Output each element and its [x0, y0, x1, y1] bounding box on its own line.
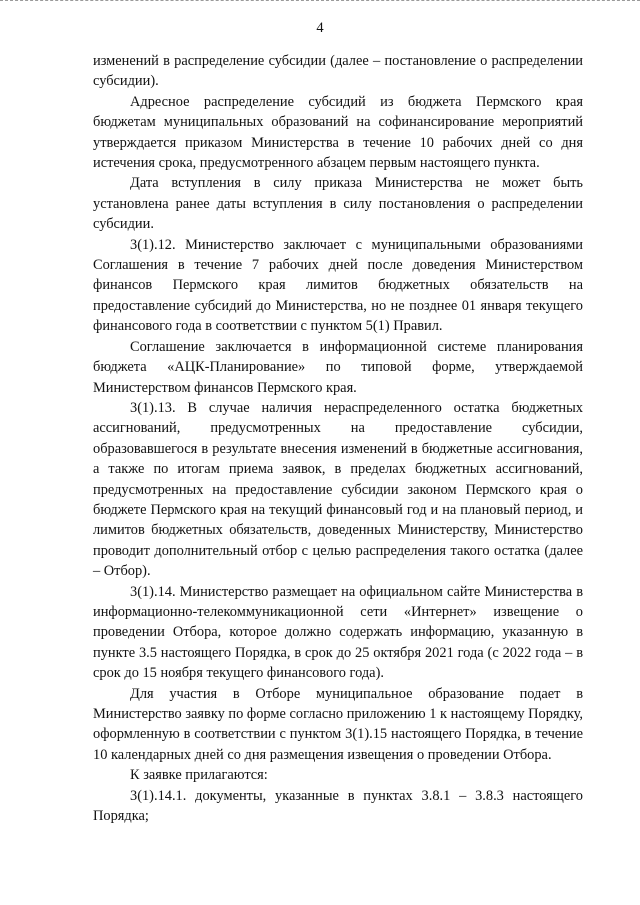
paragraph: Адресное распределение субсидий из бюджета Пермского края бюджетам муниципальных образований на софинансирование мероприятий утверждается приказом Министерства в течение 10 рабочих дней со дня истечения срока, предусмотренного абзацем первым настоящего пункта.: [93, 93, 583, 172]
page-number: 4: [316, 20, 324, 36]
paragraph: К заявке прилагаются:: [130, 767, 268, 784]
scan-edge-divider: [0, 0, 640, 3]
paragraph: Соглашение заключается в информационной системе планирования бюджета «АЦК-Планирование» по типовой форме, утверждаемой Министерством финансов Пермского края.: [93, 338, 583, 396]
paragraph: изменений в распределение субсидии (далее – постановление о распределении субсидии).: [93, 53, 583, 90]
paragraph: Для участия в Отборе муниципальное образование подает в Министерство заявку по форме согласно приложению 1 к настоящему Порядку, оформленную в соответствии с пунктом 3(1).15 настоящего Порядка, в течение 10 календарных дней со дня размещения извещения о проведении Отбора.: [93, 685, 583, 763]
paragraph: 3(1).14. Министерство размещает на официальном сайте Министерства в информационно-телекоммуникационной сети «Интернет» извещение о проведении Отбора, которое должно содержать информацию, указанную в пункте 3.5 настоящего Порядка, в срок до 25 октября 2021 года (с 2022 года – в срок до 15 ноября текущего финансового года).: [93, 583, 583, 682]
paragraph: 3(1).14.1. документы, указанные в пунктах 3.8.1 – 3.8.3 настоящего Порядка;: [93, 787, 583, 825]
paragraph: Дата вступления в силу приказа Министерства не может быть установлена ранее даты вступления в силу постановления о распределении субсидии.: [93, 175, 583, 233]
document-body: [93, 51, 583, 826]
paragraph: 3(1).13. В случае наличия нераспределенного остатка бюджетных ассигнований, предусмотренных на предоставление субсидии, образовавшегося в результате внесения изменений в бюджетные ассигнования, а также по итогам приема заявок, в пределах бюджетных ассигнований, предусмотренных на предоставление субсидии законом Пермского края о бюджете Пермского края на текущий финансовый год и на плановый период, и лимитов бюджетных обязательств, доведенных Министерству, Министерство проводит дополнительный отбор с целью распределения такого остатка (далее – Отбор).: [93, 399, 583, 580]
paragraph: 3(1).12. Министерство заключает с муниципальными образованиями Соглашения в течение 7 рабочих дней после доведения Министерством финансов Пермского края лимитов бюджетных обязательств на предоставление субсидий до Министерства, но не позднее 01 января текущего финансового года в соответствии с пунктом 5(1) Правил.: [93, 236, 583, 335]
